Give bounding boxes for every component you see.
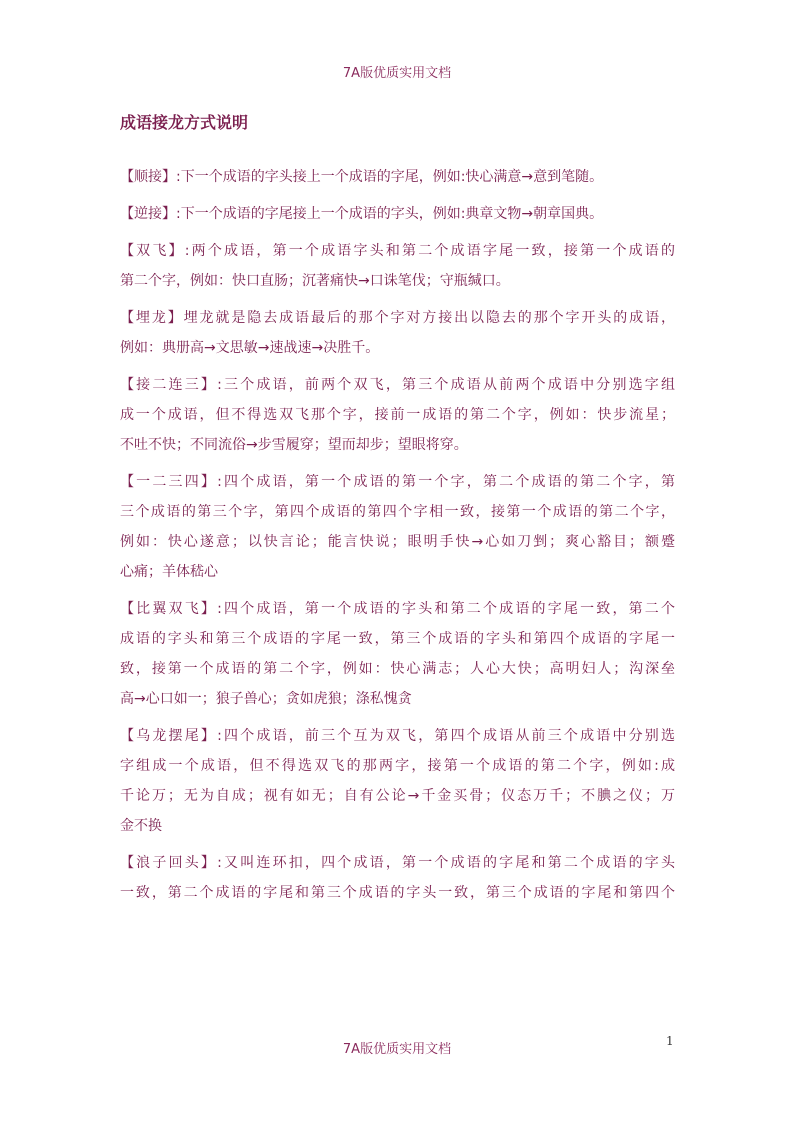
paragraph-line: 【一二三四】:四个成语，第一个成语的第一个字，第二个成语的第二个字，第: [120, 474, 675, 490]
paragraph-line: 三个成语的第三个字，第四个成语的第四个字相一致，接第一个成语的第二个字，: [120, 504, 675, 520]
paragraph: [120, 370, 675, 460]
paragraph-line: 【接二连三】:三个成语，前两个双飞，第三个成语从前两个成语中分别选字组: [120, 377, 675, 393]
paragraph-line: 不吐不快；不同流俗→步雪履穿；望而却步；望眼将穿。: [120, 437, 468, 453]
paragraph: [120, 848, 675, 908]
paragraph-line: 【顺接】:下一个成语的字头接上一个成语的字尾，例如:快心满意→意到笔随。: [120, 169, 604, 185]
paragraph-line: 【比翼双飞】:四个成语，第一个成语的字头和第二个成语的字尾一致，第二个: [120, 601, 675, 617]
paragraph-line: 【逆接】:下一个成语的字尾接上一个成语的字头，例如:典章文物→朝章国典。: [120, 206, 604, 222]
paragraph: [120, 236, 675, 296]
paragraph-line: 例如：快心遂意；以快言论；能言快说；眼明手快→心如刀剉；爽心豁目；额蹙: [120, 534, 675, 550]
page-number: 1: [666, 1034, 674, 1048]
paragraph-line: 例如：典册高→文思敏→速战速→决胜千。: [120, 340, 380, 356]
paragraph: [120, 303, 675, 363]
paragraph: [120, 162, 675, 192]
page-footer: 7A版优质实用文档: [342, 1042, 452, 1057]
paragraph-line: 一致，第二个成语的字尾和第三个成语的字头一致，第三个成语的字尾和第四个: [120, 885, 675, 901]
paragraph-line: 心痛；羊体嵇心: [120, 564, 218, 580]
document-title: 成语接龙方式说明: [120, 113, 249, 132]
page-header: 7A版优质实用文档: [342, 66, 452, 81]
paragraph-line: 【双飞】:两个成语，第一个成语字头和第二个成语字尾一致，接第一个成语的: [120, 243, 675, 259]
paragraph-line: 高→心口如一；狼子兽心；贪如虎狼；涤私愧贪: [120, 691, 412, 707]
paragraph: [120, 721, 675, 841]
paragraph-line: 成语的字头和第三个成语的字尾一致，第三个成语的字头和第四个成语的字尾一: [120, 631, 675, 647]
paragraph: [120, 199, 675, 229]
paragraph-line: 字组成一个成语，但不得选双飞的那两字，接第一个成语的第二个字，例如:成: [120, 758, 675, 774]
paragraph-line: 金不换: [120, 818, 162, 834]
paragraph-line: 千论万；无为自成；视有如无；自有公论→千金买骨；仪态万千；不腆之仪；万: [120, 788, 675, 804]
paragraph-line: 致，接第一个成语的第二个字，例如：快心满志；人心大快；高明妇人；沟深垒: [120, 661, 675, 677]
paragraph-line: 【浪子回头】:又叫连环扣，四个成语，第一个成语的字尾和第二个成语的字头: [120, 855, 675, 871]
paragraph: [120, 467, 675, 587]
paragraph-line: 【乌龙摆尾】:四个成语，前三个互为双飞，第四个成语从前三个成语中分别选: [120, 728, 675, 744]
document-body: [120, 162, 675, 915]
paragraph-line: 成一个成语，但不得选双飞那个字，接前一成语的第二个字，例如：快步流星；: [120, 407, 675, 423]
paragraph-line: 【埋龙】埋龙就是隐去成语最后的那个字对方接出以隐去的那个字开头的成语，: [120, 310, 675, 326]
paragraph-line: 第二个字，例如：快口直肠；沉著痛快→口诛笔伐；守瓶缄口。: [120, 273, 510, 289]
paragraph: [120, 594, 675, 714]
